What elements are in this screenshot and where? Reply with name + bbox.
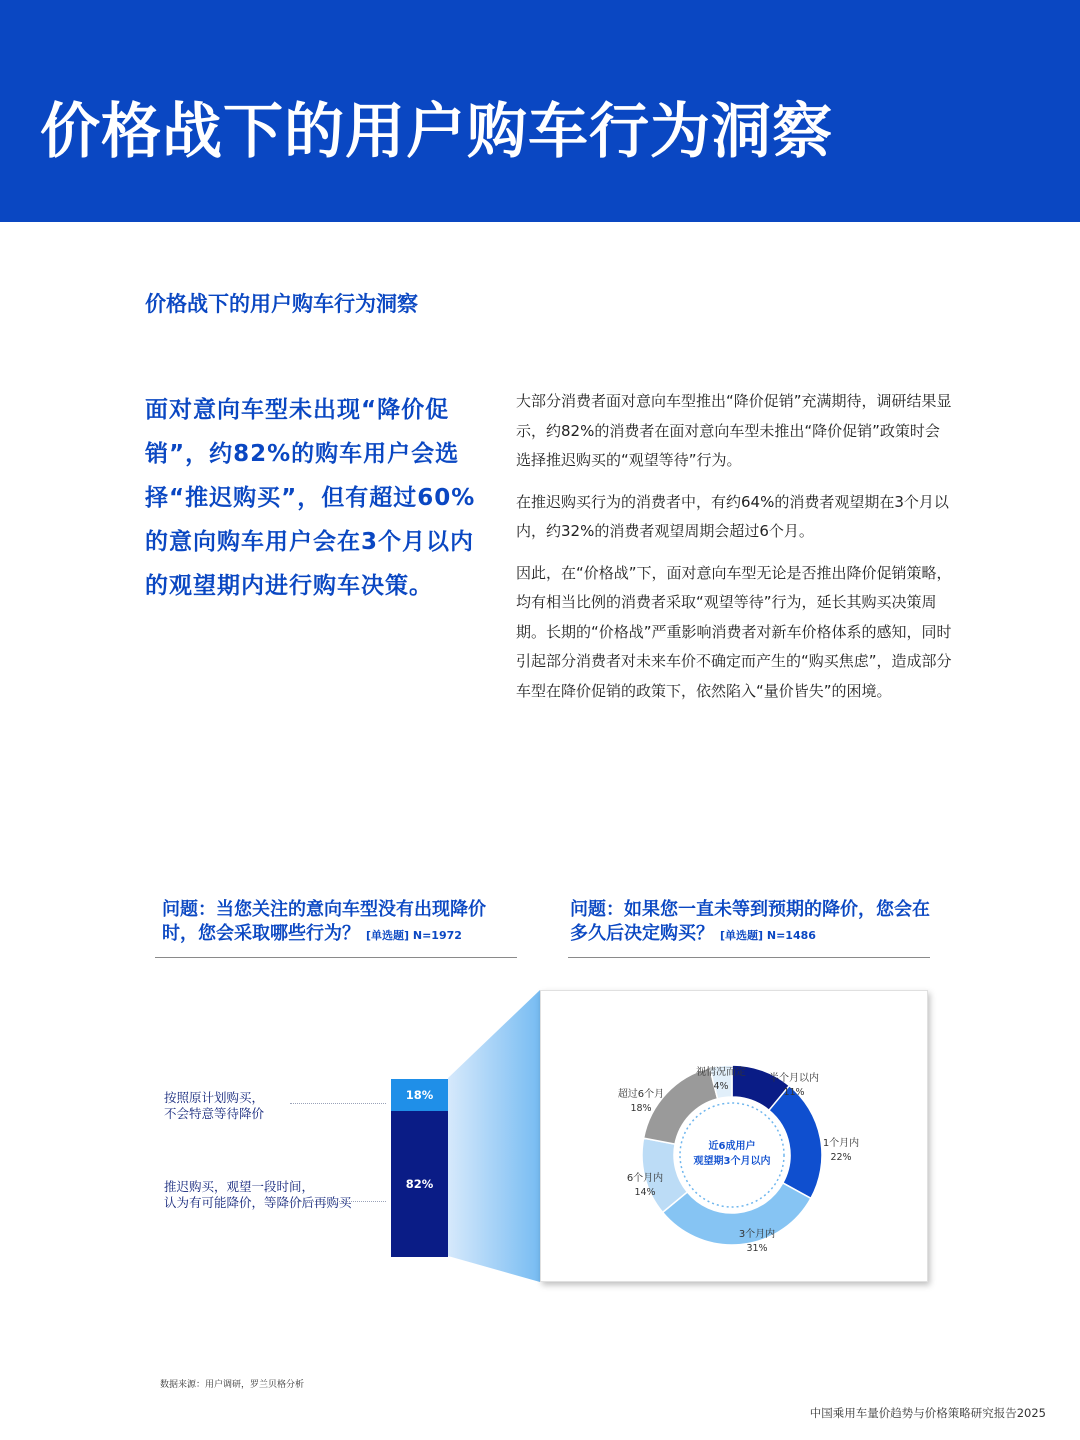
slice-label: 1个月内 (822, 1138, 860, 1149)
donut-inner-ring (680, 1103, 784, 1207)
body-text (516, 387, 952, 718)
paragraph-1: 大部分消费者面对意向车型推出“降价促销”充满期待，调研结果显示，约82%的消费者在面对意向车型未推出“降价促销”政策时会选择推迟购买的“观望等待”行为。 (516, 392, 952, 469)
question-2-text: 问题：如果您一直未等到预期的降价，您会在多久后决定购买？ (570, 899, 930, 944)
question-1 (162, 898, 517, 948)
slice-value-label: 22% (830, 1152, 852, 1163)
bar-leader-1 (290, 1103, 386, 1104)
bar-value-label-1: 18% (405, 1088, 434, 1103)
slice-label: 3个月内 (738, 1229, 776, 1240)
bar-leader-2 (290, 1201, 386, 1202)
highlight-text: 面对意向车型未出现“降价促销”，约82%的购车用户会选择“推迟购买”，但有超过60%的意向购车用户会在3个月以内的观望期内进行购车决策。 (145, 397, 476, 599)
slice-label: 超过6个月 (617, 1089, 665, 1100)
question-1-divider (155, 957, 517, 958)
slice-label: 6个月内 (626, 1173, 664, 1184)
donut-slice (769, 1086, 822, 1199)
connector-fan (448, 990, 542, 1282)
slice-value-label: 14% (634, 1187, 656, 1198)
question-2-divider (568, 957, 930, 958)
donut-chart (541, 991, 927, 1281)
slice-label: 视情况而定 (696, 1067, 746, 1078)
slice-label: 半个月以内 (769, 1073, 819, 1084)
header-banner (0, 0, 1080, 222)
report-footer: 中国乘用车量价趋势与价格策略研究报告2025 (809, 1406, 1046, 1420)
paragraph-2: 在推迟购买行为的消费者中，有约64%的消费者观望期在3个月以内，约32%的消费者观望周期会超过6个月。 (516, 492, 949, 540)
section-title: 价格战下的用户购车行为洞察 (145, 292, 418, 316)
slice-value-label: 18% (630, 1103, 652, 1114)
bar-label-2-line-2: 认为有可能降价，等降价后再购买 (164, 1195, 352, 1210)
donut-chart-card (540, 990, 928, 1282)
question-1-note: [单选题] N=1972 (366, 929, 462, 942)
bar-label-1 (164, 1090, 264, 1122)
slice-value-label: 31% (746, 1243, 768, 1254)
question-2 (570, 898, 930, 948)
bar-segment-18 (391, 1079, 448, 1111)
donut-center-label-1: 近6成用户 (708, 1141, 756, 1152)
question-2-note: [单选题] N=1486 (720, 929, 816, 942)
donut-slice (644, 1068, 718, 1144)
bar-label-1-line-1: 按照原计划购买， (164, 1090, 265, 1105)
slice-value-label: 11% (783, 1087, 805, 1098)
bar-value-label-2: 82% (405, 1177, 434, 1191)
bar-label-1-line-2: 不会特意等待降价 (164, 1106, 265, 1121)
slice-value-label: 4% (713, 1081, 729, 1092)
donut-center-label-2: 观望期3个月以内 (693, 1156, 771, 1167)
question-1-text: 问题：当您关注的意向车型没有出现降价时，您会采取哪些行为？ (162, 899, 486, 944)
bar-label-2 (164, 1179, 352, 1211)
bar-label-2-line-1: 推迟购买，观望一段时间， (164, 1179, 315, 1194)
paragraph-3: 因此，在“价格战”下，面对意向车型无论是否推出降价促销策略，均有相当比例的消费者采取“观望等待”行为，延长其购买决策周期。长期的“价格战”严重影响消费者对新车价格体系的感知，同时引起部分消费者对未来车价不确定而产生的“购买焦虑”，造成部分车型在降价促销的政策下，依然陷入“量价皆失”的困境。 (516, 563, 952, 700)
banner-title: 价格战下的用户购车行为洞察 (40, 97, 833, 167)
bar-segment-82 (391, 1111, 448, 1257)
data-source: 数据来源：用户调研，罗兰贝格分析 (160, 1380, 305, 1390)
